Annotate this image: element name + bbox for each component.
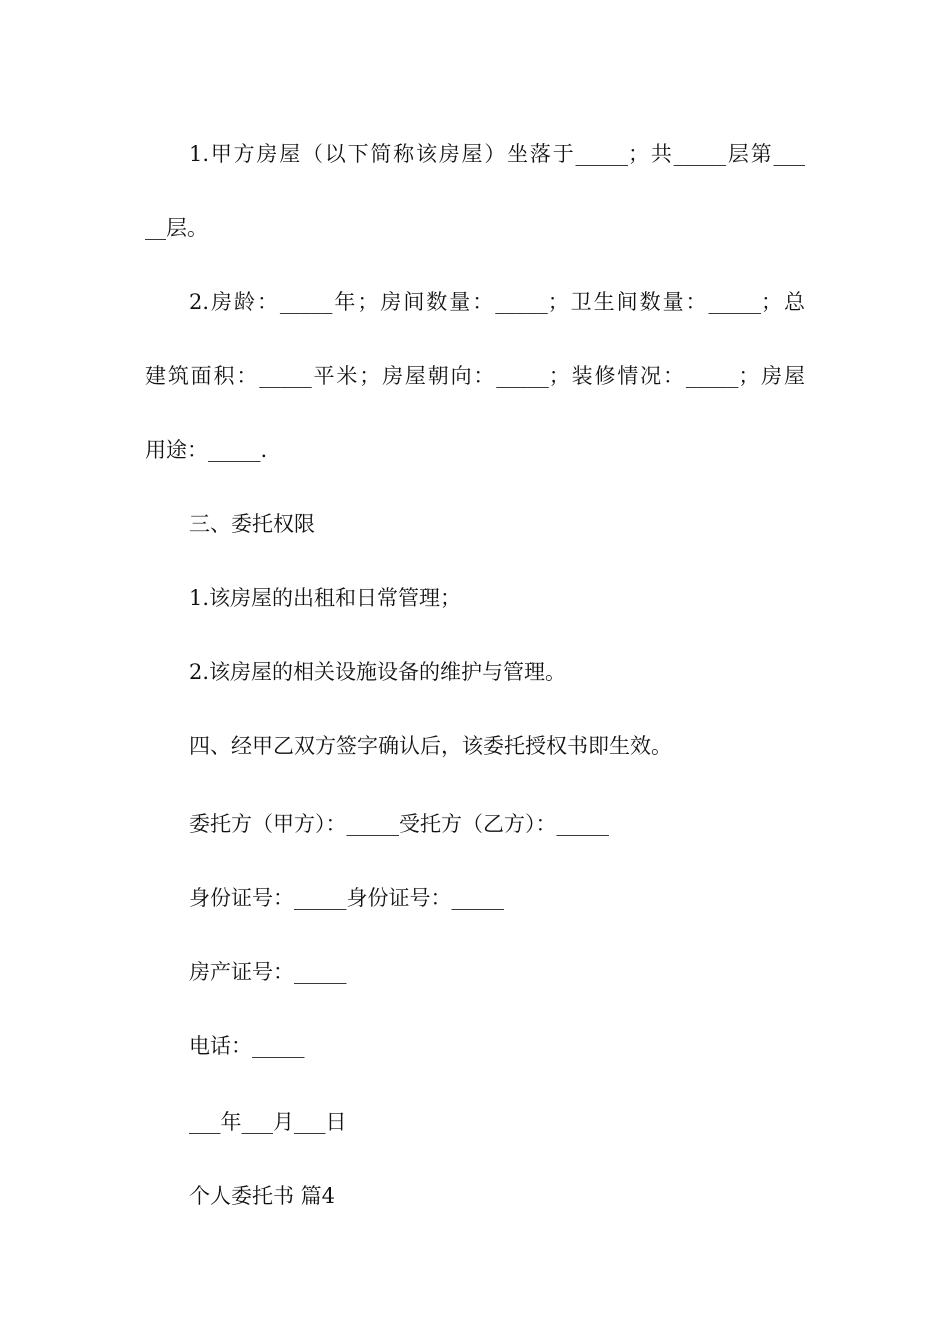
signature-id-numbers: 身份证号：_____身份证号：_____ (189, 886, 504, 910)
authority-item-2: 2.该房屋的相关设施设备的维护与管理。 (189, 660, 567, 684)
paragraph-property-details: 2.房龄：_____年；房间数量：_____；卫生间数量：_____；总 (189, 290, 805, 314)
next-section-title: 个人委托书 篇4 (189, 1184, 336, 1208)
section-heading-effective: 四、经甲乙双方签字确认后，该委托授权书即生效。 (189, 734, 672, 758)
phone-line: 电话：_____ (189, 1034, 305, 1058)
property-certificate-number: 房产证号：_____ (189, 960, 347, 984)
paragraph-property-location: 1.甲方房屋（以下简称该房屋）坐落于_____；共_____层第___ (189, 142, 805, 166)
paragraph-property-location-cont: __层。 (145, 216, 208, 240)
signature-parties: 委托方（甲方）：_____受托方（乙方）：_____ (189, 812, 609, 836)
date-line: ___年___月___日 (189, 1110, 347, 1134)
paragraph-property-details-cont: 建筑面积：_____平米；房屋朝向：_____；装修情况：_____；房屋 (145, 364, 805, 388)
paragraph-property-usage: 用途：_____. (145, 438, 268, 462)
section-heading-authority: 三、委托权限 (189, 512, 315, 536)
authority-item-1: 1.该房屋的出租和日常管理； (189, 586, 462, 610)
